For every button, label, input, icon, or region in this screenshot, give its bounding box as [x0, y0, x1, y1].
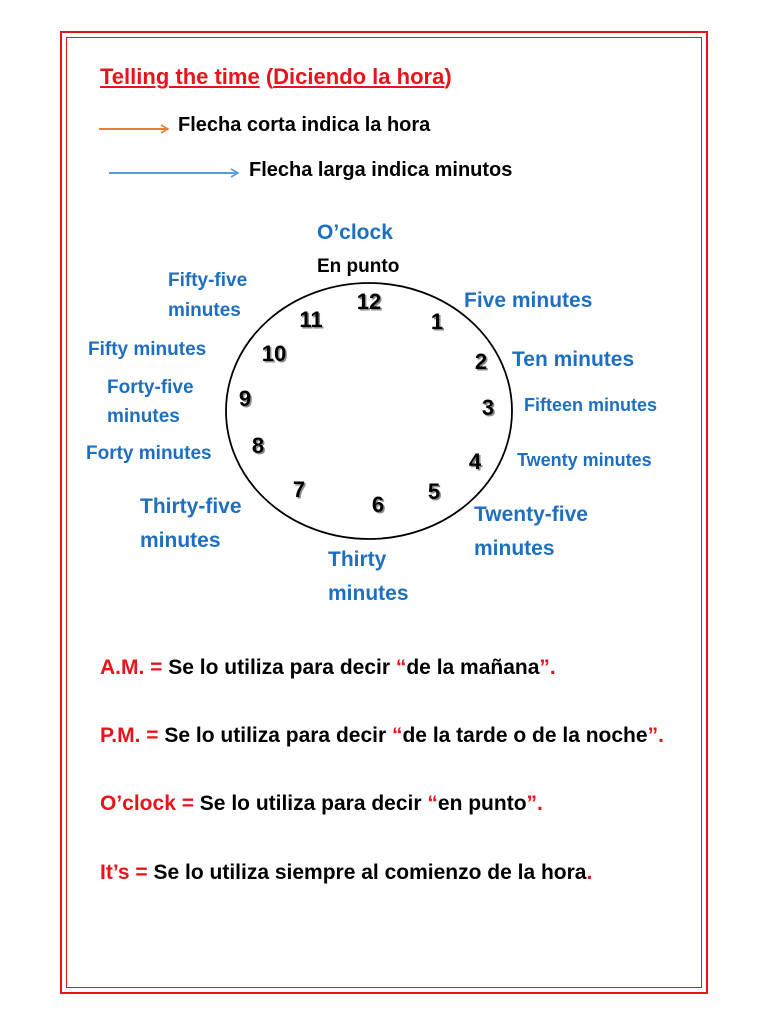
quote-open: “	[427, 792, 438, 815]
title-open-paren: (	[265, 64, 274, 89]
label-fifty-five-line1: Fifty-five	[168, 270, 248, 291]
quote-close: ”.	[539, 656, 556, 679]
clock-number-12: 12	[356, 289, 382, 314]
label-fifty-minutes: Fifty minutes	[88, 339, 207, 360]
quote-close: ”.	[526, 792, 543, 815]
title-spanish: Diciendo la hora	[273, 64, 445, 89]
definition-its	[100, 855, 690, 890]
label-fifty-five-line2: minutes	[168, 300, 241, 321]
definition-am-text: Se lo utiliza para decir	[162, 656, 396, 679]
label-thirty-line2: minutes	[328, 582, 409, 605]
label-forty-five-line2: minutes	[107, 406, 180, 427]
term-its: It’s =	[100, 861, 148, 884]
definition-its-text: Se lo utiliza siempre al comienzo de la hora	[147, 861, 587, 884]
legend-short-text: Flecha corta indica la hora	[178, 114, 431, 136]
title-close-paren: )	[444, 64, 452, 89]
clock-number-8: 8	[251, 433, 265, 458]
quote-open: “	[395, 656, 407, 679]
clock-number-1: 1	[430, 309, 444, 334]
term-oclock: O’clock =	[100, 792, 194, 815]
clock-number-4: 4	[468, 449, 482, 474]
label-oclock: O’clock	[317, 221, 393, 244]
label-twenty-five-line1: Twenty-five	[474, 503, 588, 526]
title-english: Telling the time	[100, 64, 260, 89]
definition-am-value: de la mañana	[406, 656, 540, 679]
definition-oclock-value: en punto	[437, 792, 527, 815]
term-am: A.M. =	[100, 656, 163, 679]
label-forty-five-line1: Forty-five	[107, 377, 194, 398]
label-en-punto: En punto	[317, 256, 400, 277]
quote-open: “	[391, 724, 403, 747]
clock-number-7: 7	[292, 477, 306, 502]
definition-oclock-text: Se lo utiliza para decir	[193, 792, 428, 815]
legend-long-text: Flecha larga indica minutos	[249, 159, 513, 181]
definition-pm-text: Se lo utiliza para decir	[158, 724, 392, 747]
label-fifteen-minutes: Fifteen minutes	[524, 395, 658, 415]
clock-number-3: 3	[481, 395, 495, 420]
period: .	[586, 861, 593, 884]
definition-pm-value: de la tarde o de la noche	[402, 724, 648, 747]
definition-pm	[100, 718, 690, 753]
term-pm: P.M. =	[100, 724, 159, 747]
clock-number-6: 6	[371, 492, 385, 517]
label-ten-minutes: Ten minutes	[512, 348, 635, 371]
clock-number-10: 10	[261, 341, 287, 366]
clock-number-5: 5	[427, 479, 441, 504]
quote-close: ”.	[647, 724, 664, 747]
label-forty-minutes: Forty minutes	[86, 443, 212, 464]
label-thirty-five-line1: Thirty-five	[140, 495, 242, 518]
label-twenty-minutes: Twenty minutes	[517, 450, 652, 470]
clock-number-9: 9	[238, 386, 252, 411]
label-twenty-five-line2: minutes	[474, 537, 555, 560]
clock-number-11: 11	[299, 307, 323, 332]
label-thirty-five-line2: minutes	[140, 529, 221, 552]
label-thirty-line1: Thirty	[328, 548, 387, 571]
clock-number-2: 2	[474, 349, 488, 374]
definition-oclock	[100, 786, 690, 821]
label-five-minutes: Five minutes	[464, 289, 593, 312]
definition-am	[100, 650, 690, 685]
